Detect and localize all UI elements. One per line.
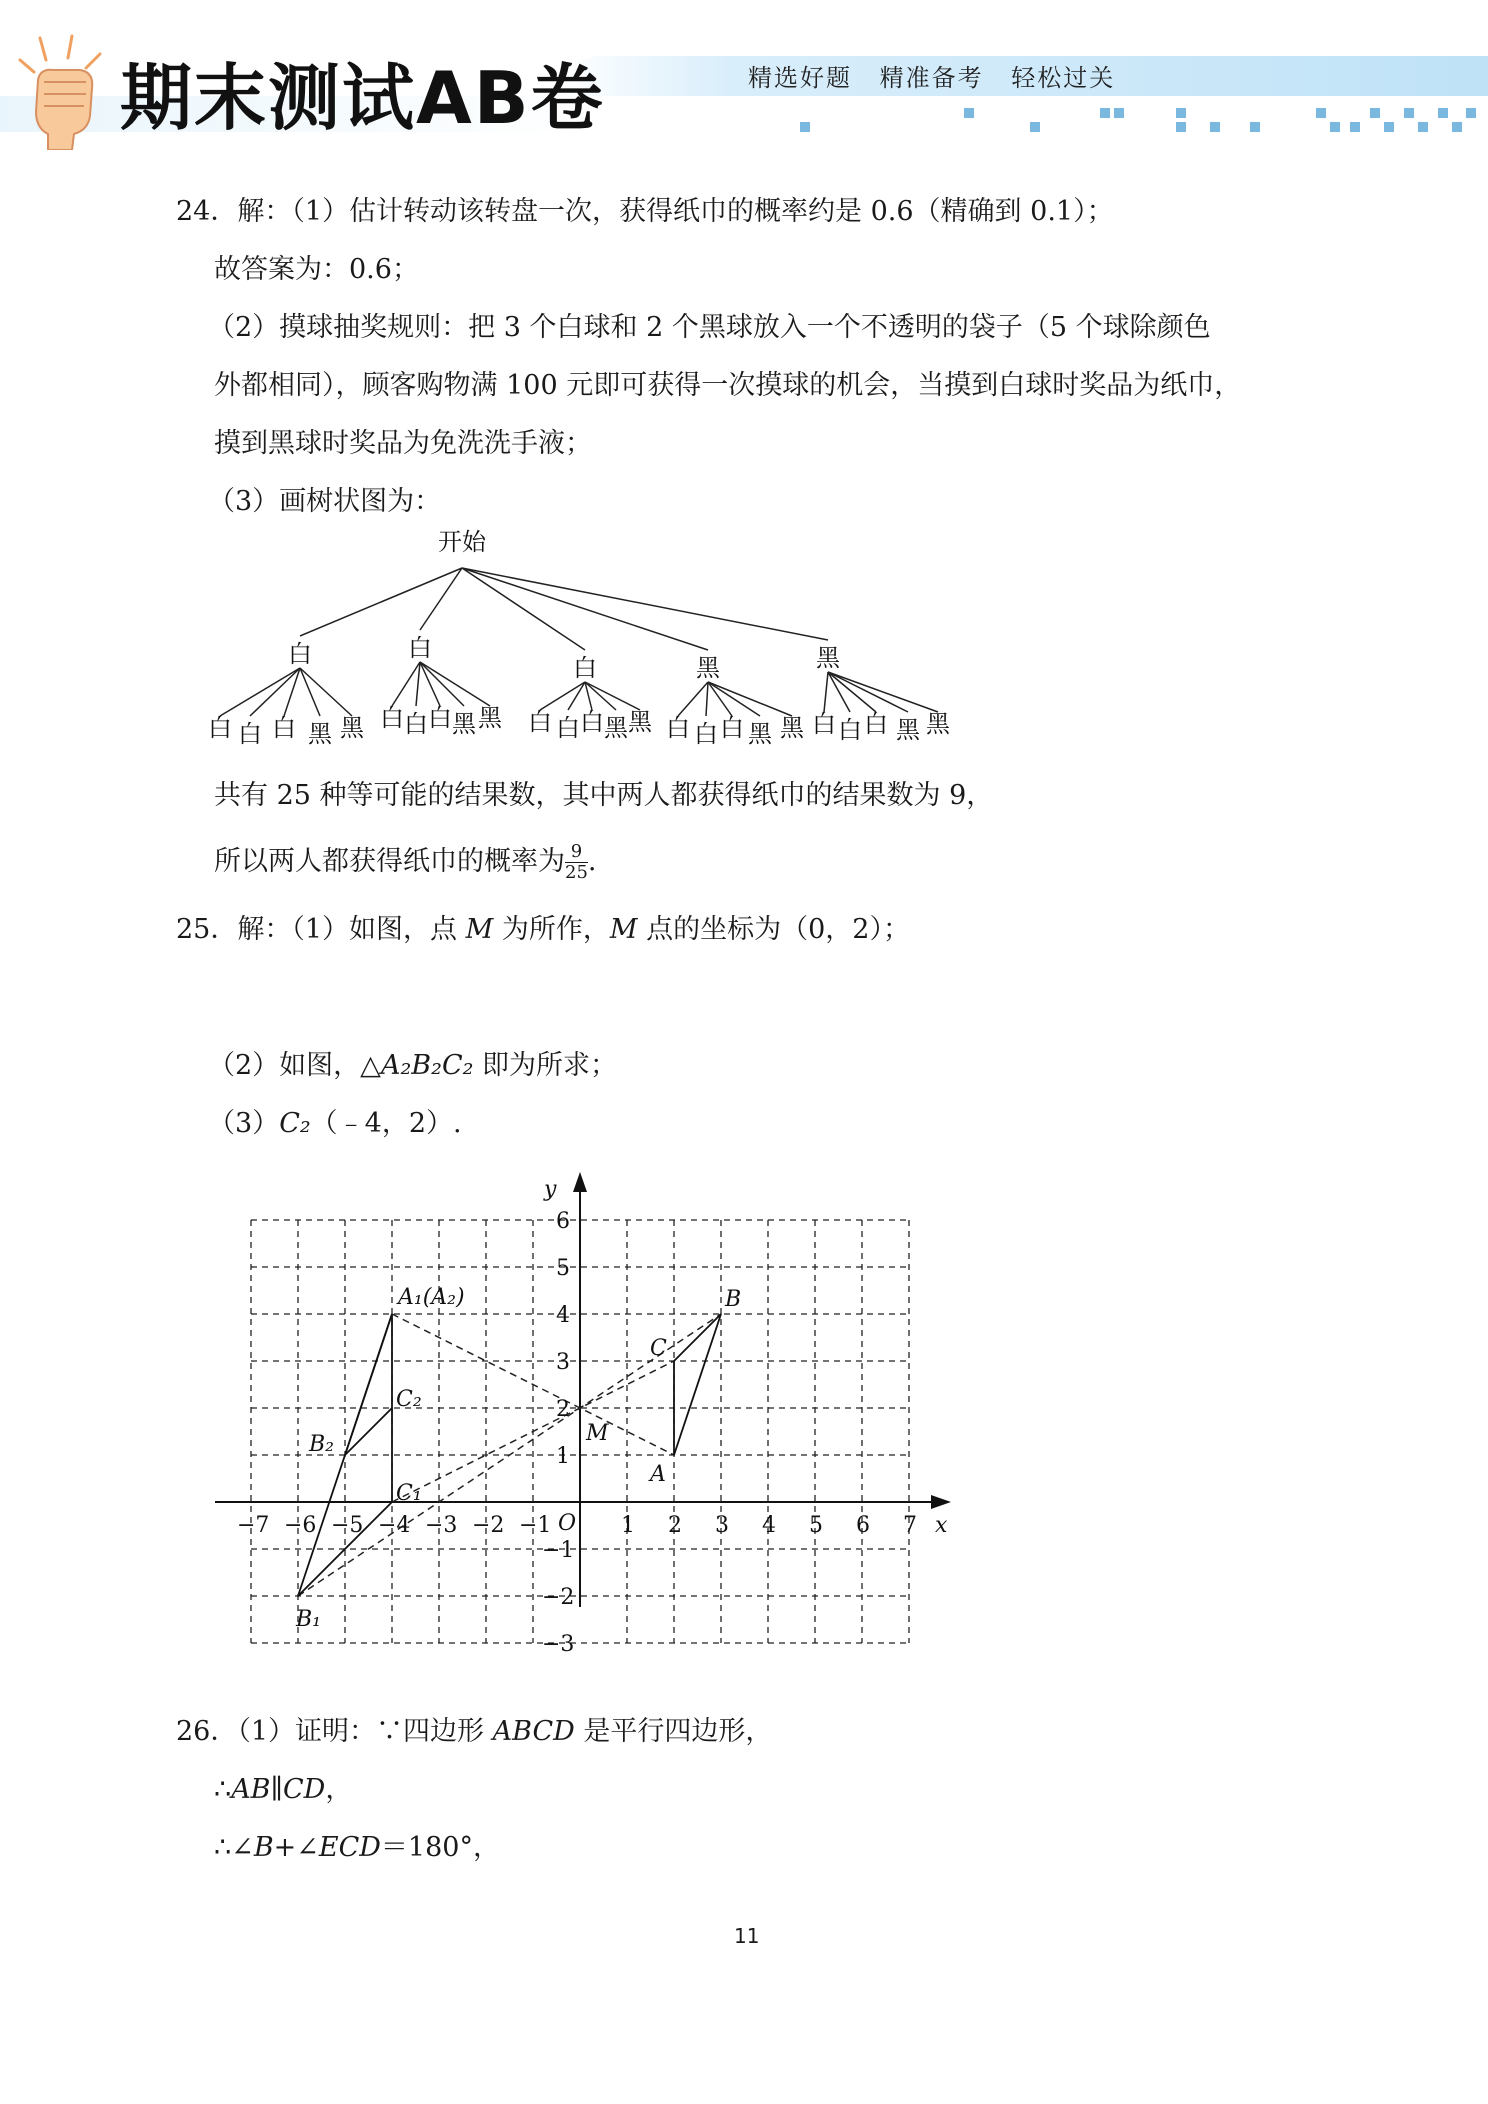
q25-line-1 — [176, 910, 910, 950]
angle-ecd: ECD — [318, 1832, 381, 1863]
tree-branch — [420, 662, 464, 706]
q25-text: （3） — [208, 1108, 280, 1139]
decor-square — [1404, 108, 1414, 118]
q25-text: 25．解：（1）如图，点 — [176, 914, 466, 945]
segment-cd: CD — [283, 1774, 326, 1805]
y-tick-label: 3 — [556, 1350, 570, 1375]
q26-text: +∠ — [273, 1832, 319, 1863]
q25-text: 即为所求； — [473, 1050, 618, 1081]
x-tick-label: 3 — [715, 1513, 729, 1538]
y-axis-label: y — [544, 1177, 557, 1202]
tree-leaf-label: 白 — [720, 714, 744, 742]
tree-leaf-label: 黑 — [340, 714, 364, 742]
decor-square — [1384, 122, 1394, 132]
decor-square — [1466, 108, 1476, 118]
tree-branch — [708, 682, 760, 716]
y-tick-label: −1 — [542, 1538, 575, 1563]
x-tick-label: −2 — [472, 1513, 505, 1538]
x-tick-label: −3 — [425, 1513, 458, 1538]
x-tick-label: 4 — [762, 1513, 776, 1538]
y-tick-label: 1 — [556, 1444, 570, 1469]
decor-square — [800, 122, 810, 132]
fist-icon — [10, 30, 110, 150]
tree-leaf-label: 白 — [556, 714, 580, 742]
y-tick-label: −3 — [542, 1632, 575, 1657]
q25-line-2 — [208, 1046, 617, 1086]
q25-text: （2）如图，△ — [208, 1050, 381, 1081]
tree-branch — [568, 682, 585, 710]
tree-leaf-label: 黑 — [780, 714, 804, 742]
angle-b: B — [253, 1832, 274, 1863]
header-slogan: 精选好题 精准备考 轻松过关 — [748, 64, 1116, 92]
q26-line-1 — [176, 1712, 772, 1752]
page-header — [0, 0, 1488, 150]
decor-square — [1316, 108, 1326, 118]
tree-leaf-label: 黑 — [604, 714, 628, 742]
tree-leaf-label: 白 — [528, 708, 552, 736]
q26-text: ∴ — [214, 1774, 232, 1805]
tree-node-label: 白 — [288, 640, 312, 668]
tree-leaf-label: 黑 — [308, 720, 332, 748]
q26-line-3 — [214, 1828, 500, 1868]
tree-leaf-label: 黑 — [926, 710, 950, 738]
x-tick-label: 7 — [903, 1513, 917, 1538]
point-label: M — [586, 1421, 609, 1446]
x-tick-label: −1 — [519, 1513, 552, 1538]
tree-leaf-label: 白 — [666, 714, 690, 742]
point-label: B₂ — [309, 1432, 334, 1457]
page-number: 11 — [734, 1924, 760, 1948]
decor-square — [1114, 108, 1124, 118]
decor-square — [1418, 122, 1428, 132]
tree-diagram — [200, 526, 1000, 766]
x-tick-label: 2 — [668, 1513, 682, 1538]
q26-text: 26．（1）证明：∵四边形 — [176, 1716, 493, 1747]
triangle-name: A₂B₂C₂ — [380, 1050, 474, 1081]
q26-text: ∥ — [270, 1774, 284, 1805]
tree-leaf-label: 白 — [380, 704, 404, 732]
tree-branch — [300, 668, 320, 716]
q26-text: ∴∠ — [214, 1832, 254, 1863]
tree-branch — [585, 682, 640, 710]
q26-text: ＝180°， — [380, 1832, 500, 1863]
q24-line-8 — [214, 842, 597, 883]
tree-leaf-label: 白 — [238, 720, 262, 748]
solid-segment — [345, 1314, 392, 1455]
q24-answer-prefix: 所以两人都获得纸巾的概率为 — [214, 846, 565, 877]
x-tick-label: −5 — [331, 1513, 364, 1538]
tree-branch — [220, 668, 300, 716]
header-title: 期末测试AB卷 — [120, 56, 605, 140]
q25-line-3 — [208, 1104, 462, 1144]
coordinate-chart — [200, 1160, 980, 1680]
tree-branch — [678, 682, 708, 716]
tree-branch — [540, 682, 585, 710]
tree-leaf-label: 白 — [208, 714, 232, 742]
decor-square — [1350, 122, 1360, 132]
decor-square — [1210, 122, 1220, 132]
tree-leaf-label: 白 — [404, 710, 428, 738]
q24-line-2: 故答案为：0.6； — [214, 254, 419, 285]
tree-branch — [300, 668, 352, 716]
q26-line-2 — [214, 1770, 352, 1810]
q24-line-4: 外都相同），顾客购物满 100 元即可获得一次摸球的机会，当摸到白球时奖品为纸巾， — [214, 370, 1242, 401]
tree-branch — [828, 672, 938, 712]
tree-leaf-label: 白 — [864, 710, 888, 738]
q24-line-5: 摸到黑球时奖品为免洗洗手液； — [214, 428, 592, 459]
decor-square — [1176, 108, 1186, 118]
point-label: C — [650, 1336, 667, 1361]
tree-node-label: 白 — [573, 654, 597, 682]
tree-node-label: 黑 — [696, 654, 720, 682]
tree-leaf-label: 白 — [272, 714, 296, 742]
tree-leaf-label: 黑 — [478, 704, 502, 732]
tree-branch — [300, 568, 462, 636]
decor-square — [1452, 122, 1462, 132]
tree-node-label: 黑 — [816, 644, 840, 672]
x-axis-arrow — [931, 1495, 951, 1509]
tree-branch — [706, 682, 708, 716]
origin-label: O — [558, 1511, 577, 1536]
y-tick-label: 5 — [556, 1256, 570, 1281]
y-tick-label: 4 — [556, 1303, 570, 1328]
tree-leaf-label: 黑 — [628, 708, 652, 736]
segment-ab: AB — [231, 1774, 271, 1805]
x-tick-label: −4 — [378, 1513, 411, 1538]
y-tick-label: −2 — [542, 1585, 575, 1610]
x-tick-label: 5 — [809, 1513, 823, 1538]
q26-text: 是平行四边形， — [574, 1716, 773, 1747]
probability-fraction — [565, 842, 588, 883]
x-tick-label: 1 — [621, 1513, 635, 1538]
q24-line-7: 共有 25 种等可能的结果数，其中两人都获得纸巾的结果数为 9， — [214, 780, 994, 811]
q25-text: 点的坐标为（0，2）； — [637, 914, 910, 945]
y-tick-label: 6 — [556, 1209, 570, 1234]
q26-text: ， — [325, 1774, 353, 1805]
solid-segment — [674, 1314, 721, 1455]
fraction-numerator: 9 — [565, 842, 588, 863]
decor-square — [964, 108, 974, 118]
q25-text: （﹣4，2）. — [310, 1108, 462, 1139]
q24-answer-suffix: . — [587, 846, 597, 877]
decor-square — [1100, 108, 1110, 118]
point-label: C₂ — [396, 1387, 422, 1412]
q24-line-1: 24．解：（1）估计转动该转盘一次，获得纸巾的概率约是 0.6（精确到 0.1）； — [176, 196, 1114, 227]
tree-leaf-label: 黑 — [896, 716, 920, 744]
point-c2: C₂ — [279, 1108, 311, 1139]
tree-leaf-label: 白 — [812, 710, 836, 738]
tree-branch — [392, 662, 420, 706]
tree-leaf-label: 白 — [694, 720, 718, 748]
decor-square — [1176, 122, 1186, 132]
dashed-segment — [392, 1361, 674, 1502]
x-axis-label: x — [935, 1513, 948, 1538]
point-m: M — [465, 914, 494, 945]
point-label: C₁ — [396, 1481, 422, 1506]
decor-square — [1250, 122, 1260, 132]
point-m: M — [609, 914, 638, 945]
decor-square — [1438, 108, 1448, 118]
point-label: A — [650, 1462, 666, 1487]
tree-leaf-label: 白 — [428, 704, 452, 732]
fraction-denominator: 25 — [565, 862, 588, 883]
y-axis-arrow — [573, 1172, 587, 1192]
tree-root-label: 开始 — [438, 528, 486, 556]
q24-line-6: （3）画树状图为： — [208, 486, 442, 517]
quad-name: ABCD — [492, 1716, 575, 1747]
q24-line-3: （2）摸球抽奖规则：把 3 个白球和 2 个黑球放入一个不透明的袋子（5 个球除颜色 — [208, 312, 1211, 343]
tree-leaf-label: 黑 — [452, 710, 476, 738]
tree-leaf-label: 白 — [580, 708, 604, 736]
q25-text: 为所作， — [493, 914, 610, 945]
tree-leaf-label: 黑 — [748, 720, 772, 748]
x-tick-label: −6 — [284, 1513, 317, 1538]
point-label: B₁ — [296, 1607, 321, 1632]
x-tick-label: −7 — [237, 1513, 270, 1538]
y-tick-label: 2 — [556, 1397, 570, 1422]
decor-square — [1030, 122, 1040, 132]
tree-leaf-label: 白 — [838, 716, 862, 744]
x-tick-label: 6 — [856, 1513, 870, 1538]
decor-square — [1330, 122, 1340, 132]
tree-branch — [585, 682, 592, 710]
tree-node-label: 白 — [408, 634, 432, 662]
point-label: A₁(A₂) — [398, 1285, 465, 1310]
point-label: B — [725, 1287, 742, 1312]
tree-branch — [824, 672, 828, 712]
decor-square — [1370, 108, 1380, 118]
